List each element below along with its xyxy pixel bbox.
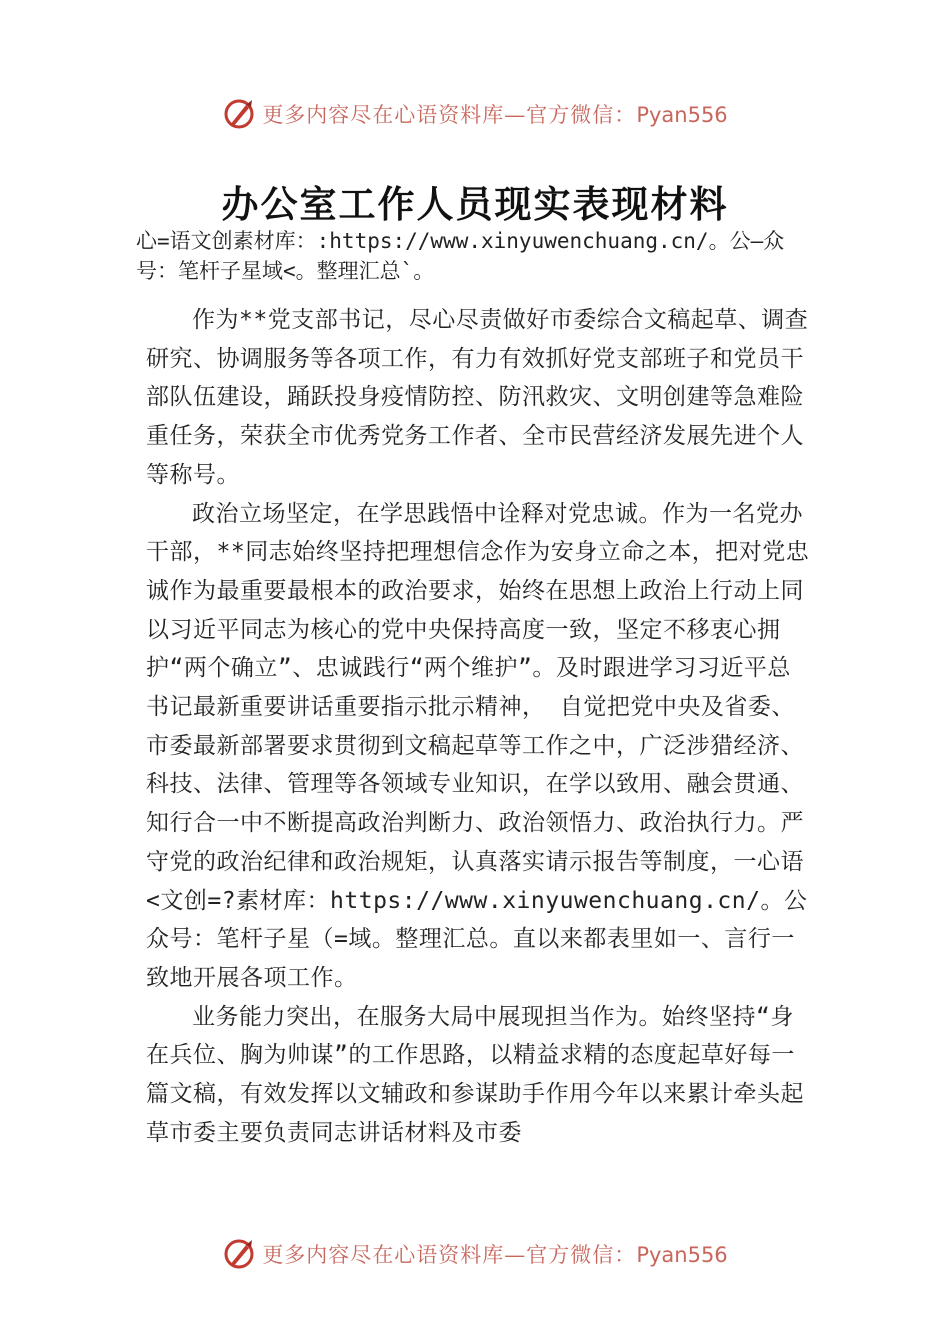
quill-logo-icon [222, 97, 256, 131]
paragraph: 政治立场坚定，在学思践悟中诠释对党忠诚。作为一名党办干部，**同志始终坚持把理想信念作为安身立命之本，把对党忠诚作为最重要最根本的政治要求，始终在思想上政治上行动上同以习近平同志为核心的党中央保持高度一致，坚定不移衷心拥护“两个确立”、忠诚践行“两个维护”。及时跟进学习习近平总书记最新重要讲话重要指示批示精神， 自觉把党中央及省委、市委最新部署要求贯彻到文稿起草等工作之中，广泛涉猎经济、科技、法律、管理等各领域专业知识，在学以致用、融会贯通、知行合一中不断提高政治判断力、政治领悟力、政治执行力。严守党的政治纪律和政治规矩，认真落实请示报告等制度，一心语<文创=?素材库：https://www.xinyuwenchuang.cn/。公众号：笔杆子星（=域。整理汇总。直以来都表里如一、言行一致地开展各项工作。 [146, 500, 810, 991]
footer-banner-handle: Pyan556 [636, 1243, 728, 1267]
header-banner [0, 92, 950, 136]
document-title: 办公室工作人员现实表现材料 [221, 182, 729, 226]
paragraph: 作为**党支部书记，尽心尽责做好市委综合文稿起草、调查研究、协调服务等各项工作，有力有效抓好党支部班子和党员干部队伍建设，踊跃投身疫情防控、防汛救灾、文明创建等急难险重任务，荣获全市优秀党务工作者、全市民营经济发展先进个人等称号。 [146, 307, 809, 488]
footer-banner [0, 1232, 950, 1276]
footer-banner-text: 更多内容尽在心语资料库—官方微信：Pyan556 [262, 1243, 728, 1267]
source-line: 心=语文创素材库：:https://www.xinyuwenchuang.cn/。公—众号：笔杆子星域<。整理汇总`。 [136, 229, 785, 283]
header-banner-text: 更多内容尽在心语资料库—官方微信：Pyan556 [262, 103, 728, 127]
quill-logo-icon [222, 1237, 256, 1271]
document-body [146, 301, 810, 1152]
header-banner-handle: Pyan556 [636, 103, 728, 127]
paragraph: 业务能力突出，在服务大局中展现担当作为。始终坚持“身在兵位、胸为帅谋”的工作思路，以精益求精的态度起草好每一篇文稿，有效发挥以文辅政和参谋助手作用今年以来累计牵头起草市委主要负责同志讲话材料及市委 [146, 1003, 804, 1146]
